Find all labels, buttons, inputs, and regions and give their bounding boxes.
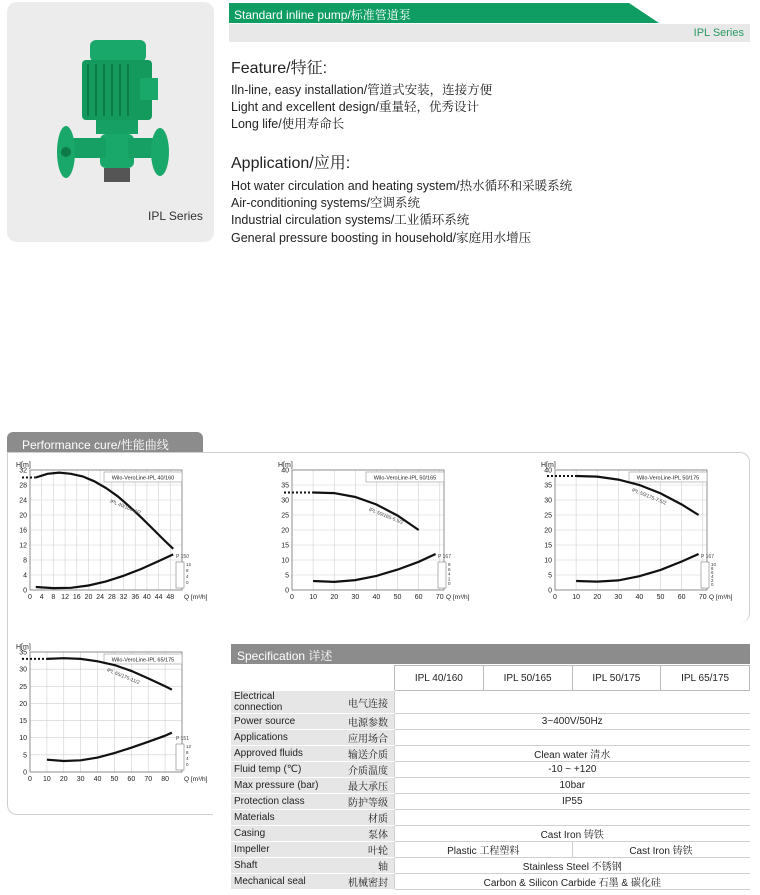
y-tick-label: 40 (281, 467, 289, 475)
power-tick-label: 0 (186, 762, 189, 767)
series-line-P (36, 554, 173, 588)
product-caption: IPL Series (148, 209, 203, 223)
spec-label-en: Mechanical seal (231, 874, 325, 890)
x-tick-label: 0 (28, 776, 32, 783)
spec-row (231, 691, 750, 714)
x-tick-label: 60 (414, 594, 423, 601)
power-tick-label: 8 (448, 562, 451, 567)
power-tick-label: 4 (186, 756, 189, 761)
x-axis-label: Q [m³/h] (184, 594, 208, 601)
performance-tab-label: Performance cure/性能曲线 (22, 438, 169, 452)
spec-title: Specification 详述 (237, 649, 333, 663)
chart-ipl-65-175 (10, 640, 210, 796)
product-card (7, 2, 214, 242)
spec-label-en: Shaft (231, 858, 325, 874)
power-scale-box (701, 562, 709, 588)
y-tick-label: 28 (19, 482, 27, 490)
y-tick-label: 35 (544, 482, 552, 490)
spec-value: Plastic 工程塑料 (395, 842, 573, 858)
application-item: Air-conditioning systems/空调系统 (231, 196, 420, 210)
header-series-label: IPL Series (693, 27, 744, 39)
spec-value: 10bar (395, 778, 750, 794)
spec-label-cn: 轴 (325, 858, 395, 874)
spec-model-row (231, 666, 750, 691)
spec-row (231, 874, 750, 890)
spec-label-cn: 最大承压 (325, 778, 395, 794)
x-tick-label: 10 (42, 776, 51, 783)
spec-row (231, 778, 750, 794)
x-tick-label: 12 (61, 594, 69, 601)
x-tick-label: 20 (59, 776, 68, 783)
spec-label-cn: 材质 (325, 810, 395, 826)
spec-label-cn: 防护等级 (325, 794, 395, 810)
x-tick-label: 40 (143, 594, 151, 601)
x-tick-label: 50 (110, 776, 119, 783)
y-tick-label: 35 (19, 649, 27, 657)
curve-label: IPL 65/175-11/2 (105, 667, 141, 687)
spec-value: Clean water 清水 (395, 746, 750, 762)
spec-model-header: IPL 50/175 (572, 666, 661, 691)
spec-label-cn: 机械密封 (325, 874, 395, 890)
spec-value: 3~400V/50Hz (395, 714, 750, 730)
chart-ipl-50-165 (272, 458, 472, 614)
power-tick-label: 6 (711, 570, 714, 575)
y-tick-label: 10 (281, 557, 289, 565)
x-tick-label: 20 (84, 594, 93, 601)
y-tick-label: 40 (544, 467, 552, 475)
power-tick-label: 8 (186, 750, 189, 755)
curve-label: IPL 50/175-7.5/2 (630, 487, 668, 507)
x-tick-label: 40 (372, 594, 381, 601)
spec-row (231, 810, 750, 826)
x-tick-label: 36 (131, 594, 140, 601)
power-scale-box (176, 562, 184, 588)
power-tick-label: 12 (186, 562, 192, 567)
spec-value (395, 730, 750, 746)
y-tick-label: 8 (23, 557, 27, 565)
series-line-H (313, 493, 419, 531)
spec-label-en: Electrical connection (231, 691, 325, 714)
spec-row (231, 842, 750, 858)
spec-row (231, 714, 750, 730)
x-tick-label: 8 (51, 594, 56, 601)
y-tick-label: 10 (544, 557, 552, 565)
spec-row (231, 730, 750, 746)
power-label: P 150 (176, 554, 189, 560)
spec-value: Cast Iron 铸铁 (572, 842, 750, 858)
power-tick-label: 4 (711, 574, 714, 579)
spec-label-en: Fluid temp (℃) (231, 762, 325, 778)
x-tick-label: 28 (107, 594, 116, 601)
power-tick-label: 12 (186, 744, 192, 749)
x-tick-label: 4 (39, 594, 44, 601)
x-tick-label: 50 (656, 594, 665, 601)
spec-value: Stainless Steel 不锈钢 (395, 858, 750, 874)
x-tick-label: 0 (290, 594, 294, 601)
x-tick-label: 10 (572, 594, 581, 601)
y-tick-label: 30 (281, 497, 289, 505)
y-tick-label: 0 (285, 587, 289, 595)
application-item: Hot water circulation and heating system/热水循环和采暖系统 (231, 179, 573, 193)
y-tick-label: 30 (544, 497, 552, 505)
x-tick-label: 0 (28, 594, 32, 601)
spec-label-en: Max pressure (bar) (231, 778, 325, 794)
spec-label-en: Impeller (231, 842, 325, 858)
y-axis-label: H[m] (16, 644, 31, 651)
model-label: Wilo-VeroLine-IPL 40/160 (111, 475, 175, 482)
header-subbar (229, 24, 750, 42)
spec-model-header: IPL 65/175 (661, 666, 750, 691)
model-label: Wilo-VeroLine-IPL 65/175 (111, 657, 175, 664)
spec-row (231, 746, 750, 762)
spec-row (231, 826, 750, 842)
spec-label-cn: 电气连接 (325, 691, 395, 714)
chart-ipl-40-160 (10, 458, 210, 614)
power-tick-label: 6 (448, 566, 451, 572)
curve-label: IPL 50/165-5.5/2 (367, 506, 405, 527)
y-tick-label: 35 (281, 482, 289, 490)
x-tick-label: 44 (154, 594, 163, 601)
x-tick-label: 40 (93, 776, 102, 783)
x-tick-label: 70 (698, 594, 707, 601)
y-tick-label: 15 (281, 542, 289, 550)
chart-ipl-50-175 (535, 458, 735, 614)
spec-model-header: IPL 50/165 (483, 666, 572, 691)
y-tick-label: 5 (548, 572, 552, 580)
x-tick-label: 48 (166, 594, 175, 601)
x-axis-label: Q [m³/h] (184, 776, 208, 783)
y-axis-label: H[m] (278, 462, 293, 469)
x-tick-label: 30 (76, 776, 85, 783)
spec-value (395, 691, 750, 714)
y-axis-label: H[m] (16, 462, 31, 469)
x-tick-label: 20 (330, 594, 339, 601)
x-tick-label: 0 (553, 594, 557, 601)
y-tick-label: 15 (544, 542, 552, 550)
y-tick-label: 5 (23, 752, 27, 760)
spec-label-en: Applications (231, 730, 325, 746)
y-axis-label: H[m] (541, 462, 556, 469)
power-tick-label: 0 (448, 581, 451, 587)
x-axis-label: Q [m³/h] (709, 594, 733, 601)
x-tick-label: 32 (119, 594, 128, 601)
series-line-H (36, 473, 173, 549)
spec-label-en: Approved fluids (231, 746, 325, 762)
pump-image (52, 34, 172, 194)
application-item: Industrial circulation systems/工业循环系统 (231, 213, 470, 227)
spec-value: IP55 (395, 794, 750, 810)
y-tick-label: 15 (19, 718, 27, 726)
feature-item: Light and excellent design/重量轻，优秀设计 (231, 100, 480, 114)
y-tick-label: 25 (19, 683, 27, 691)
y-tick-label: 32 (19, 467, 27, 475)
spec-corner (231, 666, 325, 691)
y-tick-label: 25 (281, 512, 289, 520)
x-tick-label: 60 (677, 594, 686, 601)
spec-row (231, 858, 750, 874)
y-tick-label: 25 (544, 512, 552, 520)
spec-value (395, 810, 750, 826)
x-tick-label: 10 (309, 594, 318, 601)
power-label: P 167 (438, 554, 451, 560)
x-tick-label: 20 (593, 594, 602, 601)
x-tick-label: 40 (635, 594, 644, 601)
x-tick-label: 30 (351, 594, 360, 601)
y-tick-label: 20 (19, 700, 27, 708)
x-tick-label: 80 (161, 776, 170, 783)
y-tick-label: 4 (23, 572, 27, 580)
x-axis-label: Q [m³/h] (446, 594, 470, 601)
power-tick-label: 0 (711, 582, 714, 587)
x-tick-label: 30 (614, 594, 623, 601)
series-line-P (313, 554, 436, 582)
y-tick-label: 12 (19, 542, 27, 550)
feature-item: Iln-line, easy installation/管道式安装，连接方便 (231, 83, 493, 97)
y-tick-label: 20 (281, 527, 289, 535)
header-title: Standard inline pump/标准管道泵 (234, 8, 411, 22)
y-tick-label: 0 (548, 587, 552, 595)
feature-item: Long life/使用寿命长 (231, 117, 345, 131)
power-tick-label: 10 (711, 562, 717, 567)
spec-corner (325, 666, 395, 691)
spec-value: Cast Iron 铸铁 (395, 826, 750, 842)
y-tick-label: 20 (544, 527, 552, 535)
x-tick-label: 60 (127, 776, 136, 783)
spec-label-cn: 输送介质 (325, 746, 395, 762)
y-tick-label: 0 (23, 769, 27, 777)
power-tick-label: 4 (186, 574, 189, 579)
y-tick-label: 24 (19, 497, 27, 505)
power-tick-label: 8 (186, 568, 189, 573)
spec-label-en: Power source (231, 714, 325, 730)
model-label: Wilo-VeroLine-IPL 50/165 (373, 475, 437, 482)
spec-label-en: Protection class (231, 794, 325, 810)
feature-heading: Feature/特征: (231, 60, 328, 77)
power-label: P 151 (176, 736, 189, 742)
application-item: General pressure boosting in household/家庭用水增压 (231, 231, 532, 245)
application-heading: Application/应用: (231, 155, 351, 172)
x-tick-label: 50 (393, 594, 402, 601)
y-tick-label: 0 (23, 587, 27, 595)
spec-label-en: Materials (231, 810, 325, 826)
power-label: P 167 (701, 554, 714, 560)
series-line-P (47, 733, 172, 761)
x-tick-label: 24 (96, 594, 105, 601)
y-tick-label: 16 (19, 527, 27, 535)
y-tick-label: 5 (285, 572, 289, 580)
power-tick-label: 2 (448, 576, 451, 582)
spec-label-en: Casing (231, 826, 325, 842)
spec-row (231, 794, 750, 810)
spec-label-cn: 电源参数 (325, 714, 395, 730)
power-tick-label: 2 (711, 578, 714, 583)
power-scale-box (438, 562, 446, 588)
curve-label: IPL 40/160-4/2 (108, 498, 142, 517)
y-tick-label: 20 (19, 512, 27, 520)
power-tick-label: 8 (711, 566, 714, 571)
spec-label-cn: 应用场合 (325, 730, 395, 746)
spec-label-cn: 泵体 (325, 826, 395, 842)
power-tick-label: 0 (186, 580, 189, 585)
spec-value: -10 ~ +120 (395, 762, 750, 778)
spec-value: Carbon & Silicon Carbide 石墨 & 碳化硅 (395, 874, 750, 890)
spec-model-header: IPL 40/160 (395, 666, 484, 691)
y-tick-label: 10 (19, 735, 27, 743)
spec-row (231, 762, 750, 778)
spec-label-cn: 介质温度 (325, 762, 395, 778)
x-tick-label: 70 (435, 594, 444, 601)
spec-table (231, 665, 750, 890)
x-tick-label: 16 (72, 594, 81, 601)
spec-label-cn: 叶轮 (325, 842, 395, 858)
power-scale-box (176, 744, 184, 770)
y-tick-label: 30 (19, 666, 27, 674)
x-tick-label: 70 (144, 776, 153, 783)
power-tick-label: 4 (448, 571, 451, 577)
series-line-P (576, 554, 699, 582)
model-label: Wilo-VeroLine-IPL 50/175 (636, 475, 700, 482)
